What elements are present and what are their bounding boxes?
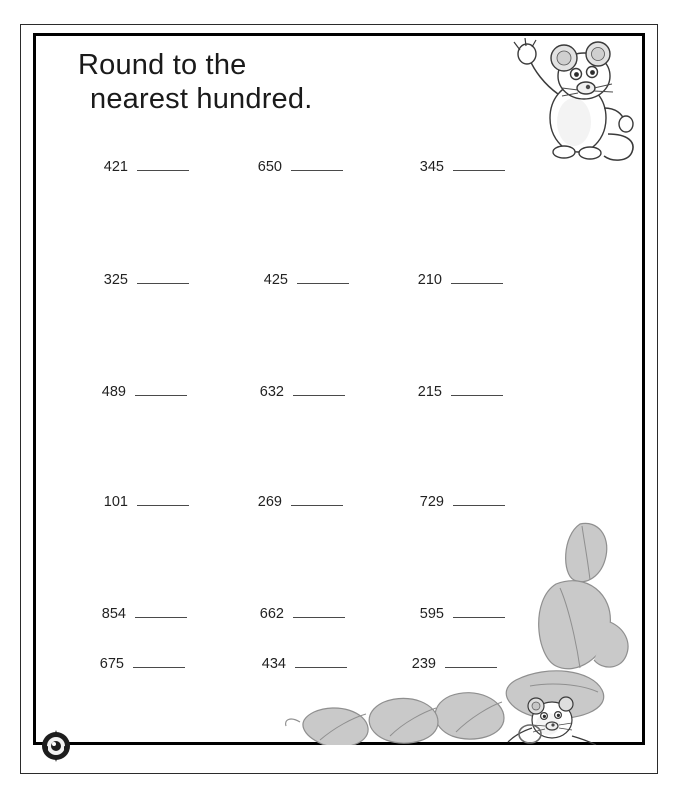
problem-number: 854 [101, 606, 126, 622]
answer-blank[interactable] [135, 605, 187, 618]
problem-item [96, 383, 187, 400]
problem-item [414, 493, 505, 510]
problem-item [98, 493, 189, 510]
problem-item [406, 655, 497, 672]
problem-number: 595 [419, 606, 444, 622]
problem-item [94, 655, 185, 672]
problem-number: 421 [103, 159, 128, 175]
problem-number: 632 [259, 384, 284, 400]
problem-number: 101 [103, 494, 128, 510]
page-title-line-1: Round to the [78, 49, 247, 81]
problem-number: 434 [261, 656, 286, 672]
problem-item [412, 383, 503, 400]
answer-blank[interactable] [293, 383, 345, 396]
problem-item [96, 605, 187, 622]
answer-blank[interactable] [137, 493, 189, 506]
problem-item [252, 158, 343, 175]
problem-number: 729 [419, 494, 444, 510]
problem-number: 215 [417, 384, 442, 400]
answer-blank[interactable] [453, 493, 505, 506]
problem-number: 269 [257, 494, 282, 510]
answer-blank[interactable] [451, 383, 503, 396]
answer-blank[interactable] [291, 493, 343, 506]
problem-number: 325 [103, 272, 128, 288]
problem-item [412, 271, 503, 288]
page-title-line-2: nearest hundred. [90, 83, 313, 115]
problem-item [254, 605, 345, 622]
answer-blank[interactable] [133, 655, 185, 668]
answer-blank[interactable] [137, 158, 189, 171]
problem-number: 675 [99, 656, 124, 672]
problem-item [252, 493, 343, 510]
answer-blank[interactable] [293, 605, 345, 618]
answer-blank[interactable] [297, 271, 349, 284]
problem-item [258, 271, 349, 288]
problem-item [98, 271, 189, 288]
problem-item [256, 655, 347, 672]
answer-blank[interactable] [137, 271, 189, 284]
answer-blank[interactable] [453, 158, 505, 171]
problem-number: 425 [263, 272, 288, 288]
answer-blank[interactable] [295, 655, 347, 668]
problem-number: 210 [417, 272, 442, 288]
answer-blank[interactable] [135, 383, 187, 396]
answer-blank[interactable] [451, 271, 503, 284]
problem-number: 345 [419, 159, 444, 175]
answer-blank[interactable] [445, 655, 497, 668]
problem-number: 239 [411, 656, 436, 672]
answer-blank[interactable] [453, 605, 505, 618]
problem-item [254, 383, 345, 400]
answer-blank[interactable] [291, 158, 343, 171]
problem-number: 489 [101, 384, 126, 400]
problem-item [414, 605, 505, 622]
problem-number: 650 [257, 159, 282, 175]
problem-number: 662 [259, 606, 284, 622]
problem-item [98, 158, 189, 175]
problem-item [414, 158, 505, 175]
